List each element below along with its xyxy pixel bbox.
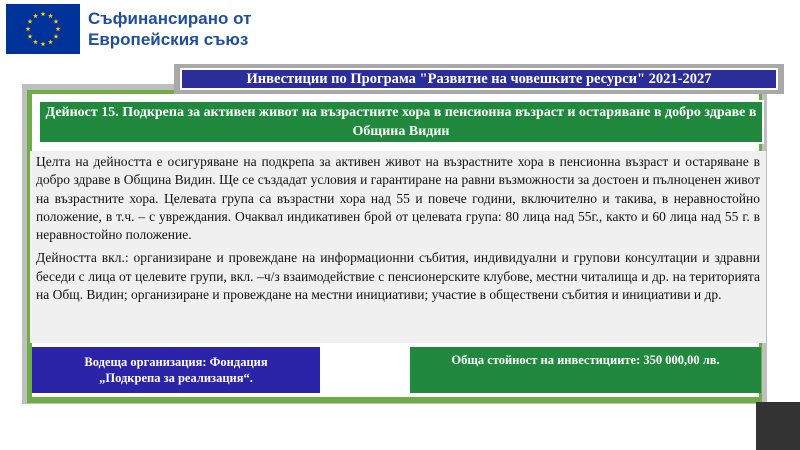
activity-description <box>30 151 766 343</box>
lead-organization-line2: „Подкрепа за реализация“. <box>99 371 253 385</box>
eu-cofunded-label <box>88 8 251 50</box>
program-title: Инвестиции по Програма "Развитие на човешките ресурси" 2021-2027 <box>180 68 778 90</box>
total-investment-value: Обща стойност на инвестициите: 350 000,00 лв. <box>451 353 720 367</box>
lead-organization-box <box>32 347 320 393</box>
description-paragraph-2: Дейността вкл.: организиране и провеждане на информационни събития, индивидуални и групови консултации и здравни беседи с лица от целевите групи, вкл. –ч/з взаимодействие с пенсионерските клубове, местни читалища и др. на територията на Общ. Видин; организиране и провеждане на местни инициативи; участие в обществени събития и инициативи и др. <box>36 250 760 303</box>
eu-flag-logo <box>6 4 80 54</box>
total-investment-box <box>410 347 761 393</box>
description-paragraph-1: Целта на дейността е осигуряване на подкрепа за активен живот на възрастните хора в пенсионна възраст и остаряване в добро здраве в Община Видин. Ще се създадат условия и гарантиране на равни възможности за достоен и пълноценен живот на възрастните хора. Целевата група са възрастни хора над 55 и повече години, включително и такива, в неравностойно положение, в т.ч. – с увреждания. Очаквал индикативен брой от целевата група: 80 лица над 55г., както и 60 лица над 55 г. в неравностойно положение. <box>36 154 760 243</box>
lead-organization-line1: Водеща организация: Фондация <box>84 355 268 369</box>
activity-title: Дейност 15. Подкрепа за активен живот на възрастните хора в пенсионна възраст и остаряване в добро здраве в Община Видин <box>38 100 764 144</box>
corner-decoration <box>756 402 800 450</box>
eu-label-line2: Европейския съюз <box>88 30 249 49</box>
eu-label-line1: Съфинансирано от <box>88 9 252 28</box>
